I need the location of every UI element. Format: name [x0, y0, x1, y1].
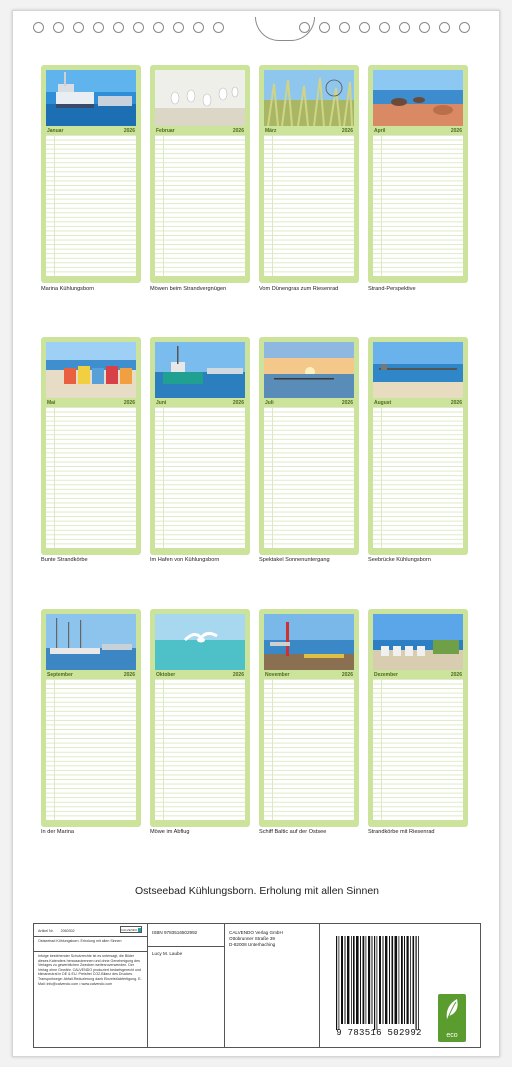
month-caption: Marina Kühlungsborn [41, 286, 95, 292]
title-short: Ostseebad Kühlungsborn. Erholung mit allen Sinnen [38, 939, 122, 943]
month-caption: Strandkörbe mit Riesenrad [368, 829, 435, 835]
month-photo [46, 342, 136, 398]
month-name: August [374, 399, 392, 406]
binding-hole [299, 22, 310, 33]
month-thumbnail-september[interactable] [41, 609, 141, 827]
binding-hole [439, 22, 450, 33]
binding-hole [33, 22, 44, 33]
month-caption: Möwe im Abflug [150, 829, 190, 835]
month-thumbnail-juni[interactable] [150, 337, 250, 555]
isbn: ISBN 9783516502992 [152, 930, 198, 935]
month-year: 2026 [232, 671, 244, 678]
eco-badge [438, 994, 466, 1042]
month-photo [46, 70, 136, 126]
barcode-bars [330, 936, 428, 1032]
imprint-column-isbn [148, 924, 225, 1047]
binding-hole [93, 22, 104, 33]
day-grid [46, 407, 136, 548]
month-name: Januar [47, 127, 64, 134]
month-year: 2026 [450, 671, 462, 678]
month-year: 2026 [341, 671, 353, 678]
binding-hole [319, 22, 330, 33]
day-grid [264, 679, 354, 820]
imprint-column-legal [34, 924, 148, 1047]
month-photo [264, 342, 354, 398]
month-thumbnail-august[interactable] [368, 337, 468, 555]
month-photo [46, 614, 136, 670]
day-grid [46, 135, 136, 276]
month-photo [373, 614, 463, 670]
month-name: Juni [156, 399, 167, 406]
day-grid [155, 407, 245, 548]
month-thumbnail-november[interactable] [259, 609, 359, 827]
binding-hole [73, 22, 84, 33]
binding-hole [379, 22, 390, 33]
binding-hole [193, 22, 204, 33]
month-name: Juli [265, 399, 274, 406]
month-year: 2026 [123, 671, 135, 678]
month-caption: Vom Dünengras zum Riesenrad [259, 286, 339, 292]
month-caption: Bunte Strandkörbe [41, 557, 88, 563]
binding-hole [459, 22, 470, 33]
month-thumbnail-januar[interactable] [41, 65, 141, 283]
publisher-name: CALVENDO Verlag GmbH [229, 930, 283, 935]
day-grid [264, 407, 354, 548]
day-grid [155, 679, 245, 820]
publisher-street: Ottobrunner Straße 39 [229, 936, 275, 941]
binding-hole [53, 22, 64, 33]
binding-hole [399, 22, 410, 33]
eco-label: eco [446, 1032, 458, 1039]
month-thumbnail-februar[interactable] [150, 65, 250, 283]
legal-notice: Infolge bestehender Schutzrechte ist es untersagt, die Bilder dieses Kalenders herauszutrennen und ohne Genehmigung des Verlages zu gewerblichen Zwecken weiterzuverwenden. Der Verlag ohne Gewähr. CALVENDO produziert bedarfsgerecht und klimaneutral in DE & EU. Preisfrei CO2-Bilanz des Druckes. Transportwege: Abfall-Reduzierung dank Einzelstückfertigung. E-Mail: info@calvendo.com • www.calvendo.com [38, 954, 142, 986]
month-name: April [374, 127, 386, 134]
month-caption: Schiff Baltic auf der Ostsee [259, 829, 327, 835]
month-caption: Spektakel Sonnenuntergang [259, 557, 330, 563]
binding-hole [213, 22, 224, 33]
month-name: Oktober [156, 671, 176, 678]
leaf-icon [444, 998, 460, 1020]
day-grid [155, 135, 245, 276]
day-grid [46, 679, 136, 820]
month-thumbnail-mai[interactable] [41, 337, 141, 555]
day-grid [373, 407, 463, 548]
month-year: 2026 [123, 399, 135, 406]
month-photo [373, 342, 463, 398]
month-caption: Möwen beim Strandvergnügen [150, 286, 227, 292]
day-grid [373, 679, 463, 820]
day-grid [373, 135, 463, 276]
day-grid [264, 135, 354, 276]
publisher-city: D-82008 Unterhaching [229, 942, 276, 947]
month-photo [155, 342, 245, 398]
month-photo [155, 614, 245, 670]
month-name: Mai [47, 399, 56, 406]
month-photo [264, 614, 354, 670]
binding-hole [113, 22, 124, 33]
month-photo [264, 70, 354, 126]
month-caption: In der Marina [41, 829, 74, 835]
month-year: 2026 [341, 399, 353, 406]
binding-hole [173, 22, 184, 33]
binding-hole [153, 22, 164, 33]
month-year: 2026 [232, 127, 244, 134]
barcode [330, 936, 428, 1042]
month-name: März [265, 127, 277, 134]
month-year: 2026 [341, 127, 353, 134]
barcode-digits: 9 783516 502992 [336, 1028, 422, 1038]
month-photo [155, 70, 245, 126]
month-name: November [265, 671, 290, 678]
binding-holes [33, 19, 481, 39]
month-thumbnail-maerz[interactable] [259, 65, 359, 283]
calendar-title: Ostseebad Kühlungsborn. Erholung mit allen Sinnen [135, 885, 379, 897]
author: Lucy M. Laube [152, 951, 183, 956]
month-caption: Seebrücke Kühlungsborn [368, 557, 431, 563]
article-label: Artikel Nr. [38, 929, 54, 933]
month-year: 2026 [450, 127, 462, 134]
month-thumbnail-dezember[interactable] [368, 609, 468, 827]
month-thumbnail-april[interactable] [368, 65, 468, 283]
imprint-box [33, 923, 481, 1048]
binding-hole [419, 22, 430, 33]
imprint-column-publisher [225, 924, 320, 1047]
month-year: 2026 [232, 399, 244, 406]
month-name: Februar [156, 127, 175, 134]
article-number: 2060302 [60, 929, 75, 933]
month-year: 2026 [450, 399, 462, 406]
month-thumbnail-juli[interactable] [259, 337, 359, 555]
binding-hole [339, 22, 350, 33]
month-thumbnail-oktober[interactable] [150, 609, 250, 827]
binding-hole [133, 22, 144, 33]
binding-hole [359, 22, 370, 33]
calvendo-logo: CALVENDO [120, 926, 142, 933]
month-caption: Strand-Perspektive [368, 286, 416, 292]
month-photo [373, 70, 463, 126]
month-caption: Im Hafen von Kühlungsborn [150, 557, 220, 563]
month-year: 2026 [123, 127, 135, 134]
calendar-back-page [12, 10, 500, 1057]
month-name: Dezember [374, 671, 398, 678]
month-name: September [47, 671, 73, 678]
